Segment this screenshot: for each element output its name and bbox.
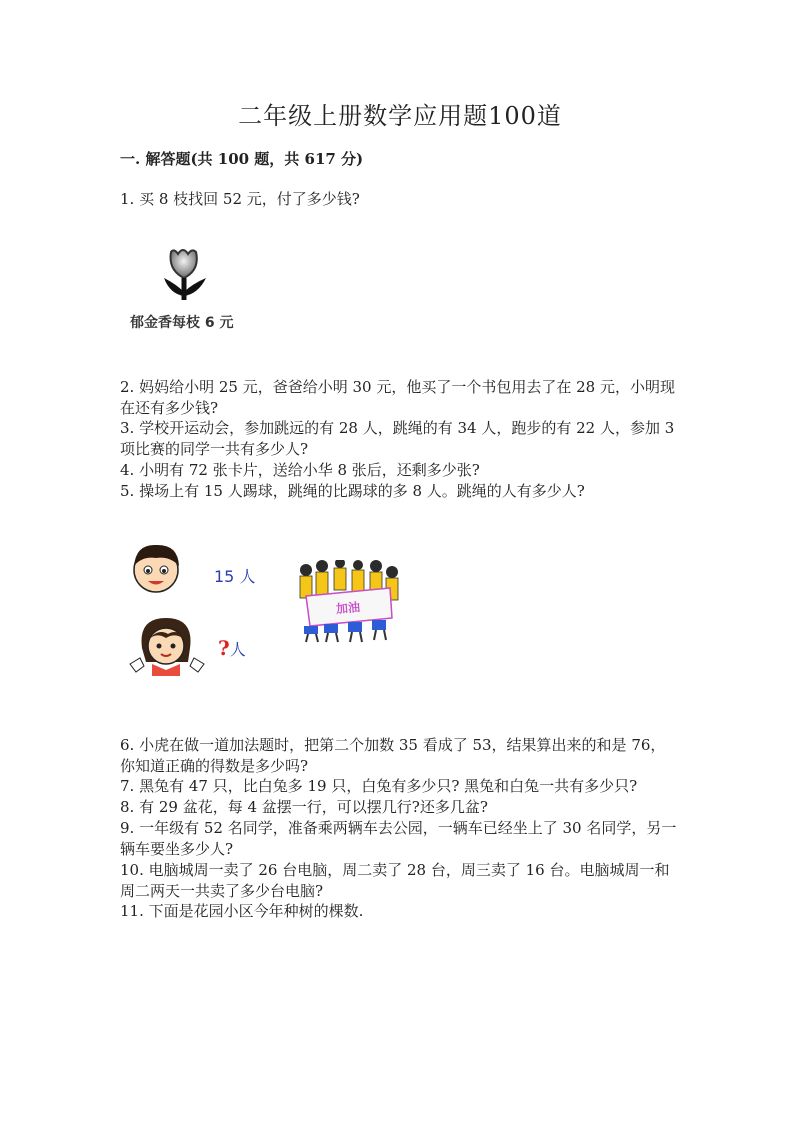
tulip-figure bbox=[126, 244, 256, 336]
question-11: 11. 下面是花园小区今年种树的棵数. bbox=[120, 902, 364, 920]
children-figure bbox=[126, 540, 406, 680]
question-7: 7. 黑兔有 47 只，比白兔多 19 只，白兔有多少只? 黑兔和白兔一共有多少只? bbox=[120, 777, 638, 795]
question-9 bbox=[120, 818, 680, 859]
count-label: 15 人 bbox=[214, 567, 256, 586]
unknown-count-label bbox=[218, 636, 246, 660]
question-10-text: 10. 电脑城周一卖了 26 台电脑，周二卖了 28 台，周三卖了 16 台。电脑城周一和周二两天一共卖了多少台电脑? bbox=[120, 861, 670, 900]
question-2 bbox=[120, 377, 680, 418]
banner-text: 加油 bbox=[335, 600, 361, 617]
tulip-icon bbox=[126, 244, 256, 306]
tulip-caption: 郁金香每枝 6 元 bbox=[130, 315, 234, 331]
question-6-text: 6. 小虎在做一道加法题时，把第二个加数 35 看成了 53，结果算出来的和是 76，你知道正确的得数是多少吗? bbox=[120, 736, 666, 775]
question-2-text: 2. 妈妈给小明 25 元，爸爸给小明 30 元，他买了一个书包用去了在 28 元，小明现在还有多少钱? bbox=[120, 378, 675, 417]
cheering-group-icon bbox=[294, 560, 406, 644]
question-3 bbox=[120, 418, 680, 459]
question-5: 5. 操场上有 15 人踢球，跳绳的比踢球的多 8 人。跳绳的人有多少人? bbox=[120, 482, 585, 500]
question-10 bbox=[120, 860, 680, 901]
section-heading: 一. 解答题(共 100 题，共 617 分) bbox=[120, 150, 364, 168]
question-6 bbox=[120, 735, 680, 776]
page-title: 二年级上册数学应用题100道 bbox=[238, 102, 562, 130]
question-4: 4. 小明有 72 张卡片，送给小华 8 张后，还剩多少张? bbox=[120, 461, 480, 479]
question-8: 8. 有 29 盆花，每 4 盆摆一行，可以摆几行?还多几盆? bbox=[120, 798, 488, 816]
question-3-text: 3. 学校开运动会，参加跳远的有 28 人，跳绳的有 34 人，跑步的有 22 人，参加 3 项比赛的同学一共有多少人? bbox=[120, 419, 675, 458]
girl-face-icon bbox=[128, 614, 206, 676]
question-1: 1. 买 8 枝找回 52 元，付了多少钱? bbox=[120, 190, 360, 208]
boy-face-icon bbox=[126, 540, 186, 598]
question-9-text: 9. 一年级有 52 名同学，准备乘两辆车去公园，一辆车已经坐上了 30 名同学，另一辆车要坐多少人? bbox=[120, 819, 677, 858]
unknown-unit: 人 bbox=[229, 640, 246, 659]
question-mark-icon: ? bbox=[218, 636, 230, 660]
